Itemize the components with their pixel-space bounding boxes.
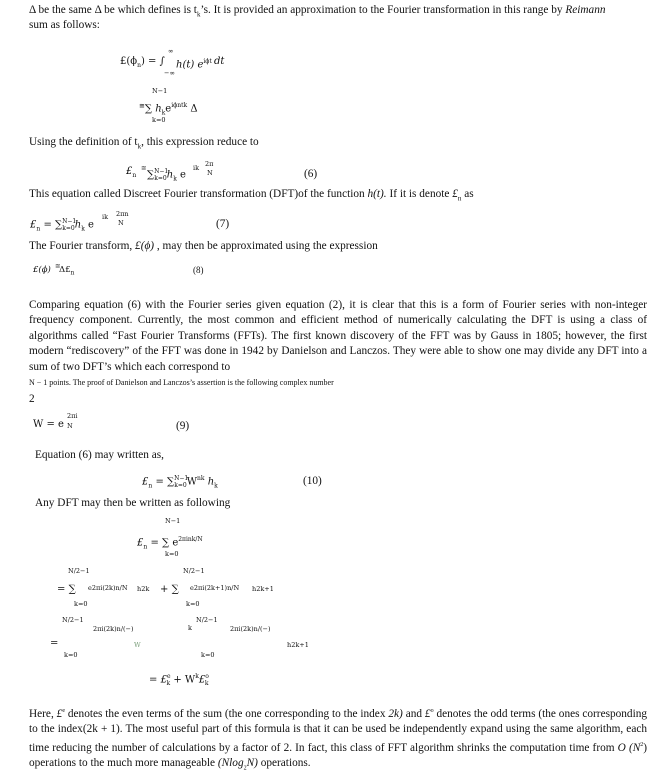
any-dft-line: Any DFT may then be written as following (35, 497, 231, 509)
equation-7-number: (7) (216, 218, 230, 230)
equation-8-number: (8) (193, 265, 204, 275)
equation-6-written-line: Equation (6) may written as, (35, 449, 164, 461)
intro-line-1: Δ be the same Δ be which defines is $t_k’s$. It is provided an approximation to the Fourier transformation in this range by Reimann (29, 4, 606, 19)
paragraph-fft-tail: N − 1 points. The proof of Danielson and Lanczos’s assertion is the following complex number (29, 378, 334, 387)
equation-6-number: (6) (304, 168, 318, 180)
paragraph-even-odd: Here, £$^e$ denotes the even terms of the sum (the one corresponding to the index 2k) and £$^o$ denotes the odd terms (the ones corresponding to the index(2k + 1). The most useful part of this formula is that it can be used be independently expand using the same algorithm, each time reducing the number of calculations by a factor of 2. In fact, this class of FFT algorithm shrinks the computation time from O $(N^2)$ operations to the much more manageable (Nlog$_2$N) operations. (29, 707, 648, 771)
equation-10-number: (10) (303, 475, 322, 487)
dft-definition-line: This equation called Discreet Fourier transformation (DFT)of the function h(t). If it is denote $£_n$ as (29, 188, 474, 203)
using-tk-line: Using the definition of $t_k$, this expression reduce to (29, 136, 259, 151)
paragraph-fft-history: Comparing equation (6) with the Fourier series given equation (2), it is clear that this is a form of Fourier series with non-integer frequency component. Currently, the most common and efficient method of numerically calculating the DFT is using a class of algorithms called “Fast Fourier Transforms (FFTs). The first known discovery of the FFT was by Gauss in 1805; however, the first modern “rediscovery” of the FFT was done in 1942 by Danielson and Lanczos. They were able to show one may divide any DFT into a sum of two DFT’s which each correspond to (29, 299, 647, 373)
stray-number: 2 (29, 393, 35, 405)
equation-14: = £$^e_k$ + $W^k£^o_k$ (149, 673, 209, 688)
equation-9-number: (9) (176, 420, 190, 432)
fourier-approx-line: The Fourier transform, £(ϕ) , may then be approximated using the expression (29, 240, 378, 252)
intro-line-2: sum as follows: (29, 19, 100, 31)
